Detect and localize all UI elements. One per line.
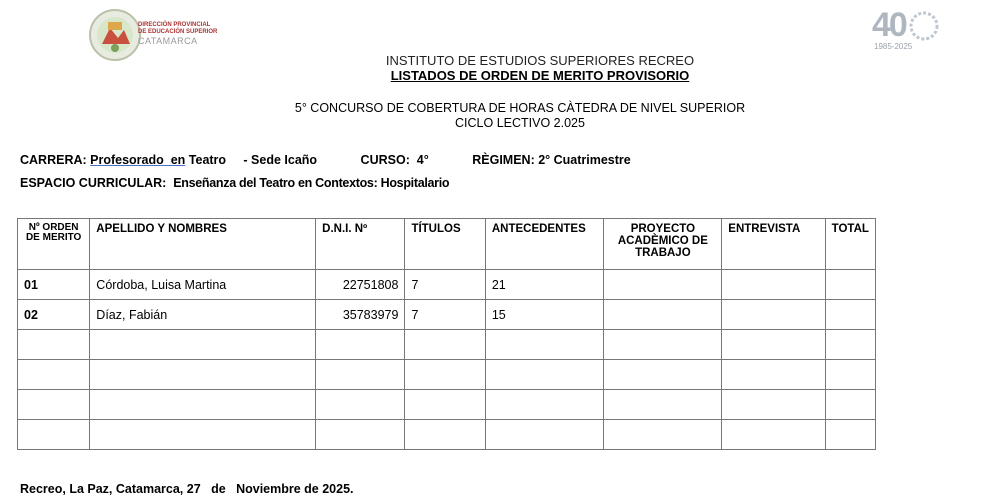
table-row [18, 270, 876, 300]
contest-title: 5° CONCURSO DE COBERTURA DE HORAS CÀTEDRA DE NIVEL SUPERIOR [294, 101, 746, 115]
career-rest: Teatro - Sede Icaño [185, 153, 318, 167]
cell-name [90, 360, 316, 390]
table-row [18, 390, 876, 420]
cell-name: Córdoba, Luisa Martina [90, 270, 316, 300]
cell-antecedents [485, 390, 604, 420]
table-row [18, 420, 876, 450]
cell-dni [316, 360, 405, 390]
cell-total [825, 300, 875, 330]
table-row [18, 300, 876, 330]
curricular-space-value: Enseñanza del Teatro en Contextos: Hospitalario [173, 176, 450, 190]
institute-name: INSTITUTO DE ESTUDIOS SUPERIORES RECREO [385, 53, 695, 68]
cell-interview [722, 330, 825, 360]
cell-titles: 7 [405, 300, 485, 330]
cell-order: 01 [18, 270, 90, 300]
cell-project [604, 330, 722, 360]
table-row [18, 330, 876, 360]
cell-total [825, 390, 875, 420]
anniversary-logo [868, 8, 960, 52]
logo-line-1: DIRECCIÓN PROVINCIAL [138, 22, 211, 28]
logo-line-3: CATAMARCA [138, 36, 198, 46]
career-label: CARRERA: [20, 153, 91, 167]
cell-antecedents [485, 330, 604, 360]
cell-titles: 7 [405, 270, 485, 300]
cell-interview [722, 360, 825, 390]
place-and-date: Recreo, La Paz, Catamarca, 27 de Noviembre de 2025. [20, 482, 354, 496]
table-header-row [18, 219, 876, 270]
cell-dni [316, 420, 405, 450]
cell-project [604, 360, 722, 390]
cell-order [18, 390, 90, 420]
cell-project [604, 300, 722, 330]
cell-dni: 35783979 [316, 300, 405, 330]
header-interview: ENTREVISTA [722, 219, 825, 270]
course: CURSO: 4° [360, 153, 429, 167]
header-titles: TÍTULOS [405, 219, 485, 270]
header-total: TOTAL [825, 219, 875, 270]
cell-total [825, 270, 875, 300]
curricular-space-label: ESPACIO CURRICULAR: [20, 176, 174, 190]
cell-project [604, 420, 722, 450]
cell-interview [722, 270, 825, 300]
cell-dni: 22751808 [316, 270, 405, 300]
cell-antecedents: 21 [485, 270, 604, 300]
cell-dni [316, 330, 405, 360]
logo-line-2: DE EDUCACIÓN SUPERIOR [138, 29, 218, 35]
merit-table [17, 218, 876, 450]
cell-name [90, 420, 316, 450]
header-order: Nº ORDEN DE MERITO [18, 219, 90, 270]
cell-titles [405, 420, 485, 450]
cell-order: 02 [18, 300, 90, 330]
document-title: LISTADOS DE ORDEN DE MERITO PROVISORIO [390, 68, 690, 83]
cell-total [825, 330, 875, 360]
anniversary-number: 40 [872, 6, 906, 44]
cell-name: Díaz, Fabián [90, 300, 316, 330]
cell-titles [405, 330, 485, 360]
school-year: CICLO LECTIVO 2.025 [455, 116, 585, 130]
cell-dni [316, 390, 405, 420]
header-dni: D.N.I. Nº [316, 219, 405, 270]
cell-interview [722, 300, 825, 330]
curricular-space-line [20, 176, 449, 190]
cell-antecedents [485, 420, 604, 450]
cell-order [18, 330, 90, 360]
cell-interview [722, 420, 825, 450]
cell-project [604, 270, 722, 300]
cell-titles [405, 360, 485, 390]
cell-antecedents [485, 360, 604, 390]
cell-name [90, 330, 316, 360]
cell-project [604, 390, 722, 420]
career-line [20, 153, 631, 167]
header-name: APELLIDO Y NOMBRES [90, 219, 316, 270]
cell-antecedents: 15 [485, 300, 604, 330]
regime: RÈGIMEN: 2° Cuatrimestre [472, 153, 631, 167]
header-project: PROYECTO ACADÈMICO DE TRABAJO [604, 219, 722, 270]
cell-order [18, 360, 90, 390]
table-row [18, 360, 876, 390]
cell-name [90, 390, 316, 420]
cell-interview [722, 390, 825, 420]
cell-order [18, 420, 90, 450]
cell-total [825, 360, 875, 390]
anniversary-years: 1985-2025 [874, 42, 913, 51]
header-antecedents: ANTECEDENTES [485, 219, 604, 270]
career-value: Profesorado en [90, 153, 186, 167]
cell-total [825, 420, 875, 450]
cell-titles [405, 390, 485, 420]
logo-caption [138, 22, 217, 46]
